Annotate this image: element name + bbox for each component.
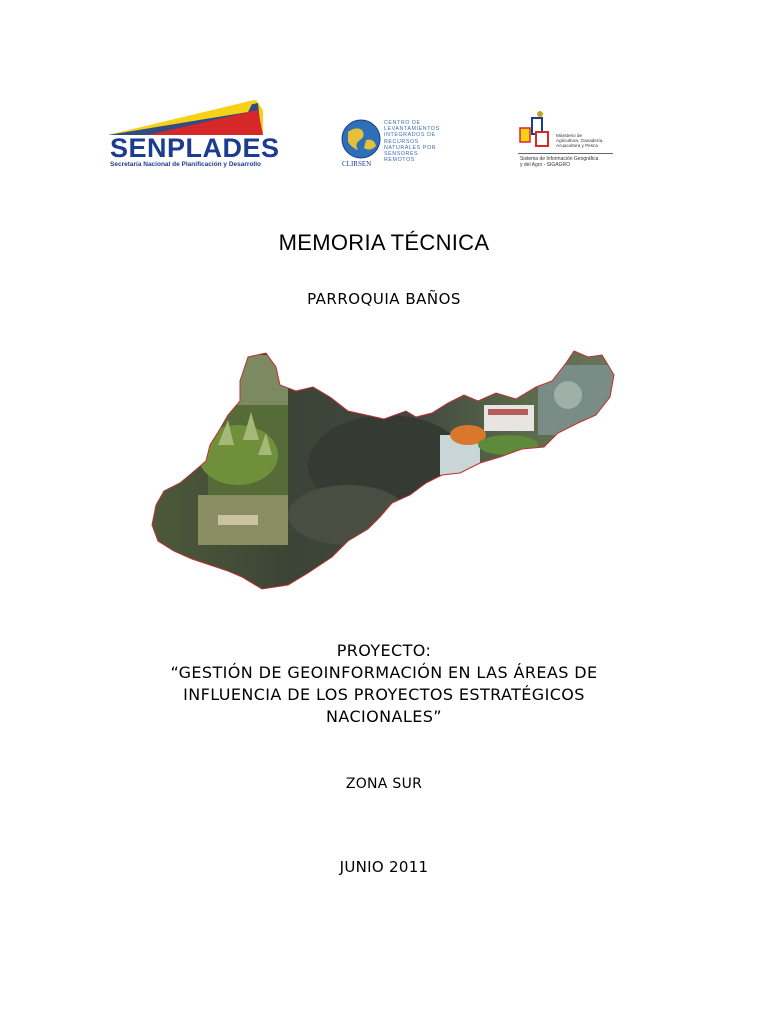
project-block [0, 640, 768, 728]
parish-subtitle: PARROQUIA BAÑOS [307, 290, 461, 308]
project-title-line: INFLUENCIA DE LOS PROYECTOS ESTRATÉGICOS [183, 685, 585, 704]
project-title-line: NACIONALES” [326, 707, 442, 726]
ministry-emblem-icon [518, 110, 556, 150]
globe-icon [340, 118, 382, 160]
senplades-wordmark: SENPLADES [110, 133, 280, 163]
page-title: MEMORIA TÉCNICA [278, 230, 490, 255]
clirsen-name: CLIRSEN [342, 160, 372, 168]
logo-divider [518, 153, 613, 154]
senplades-subtitle: Secretaría Nacional de Planificación y Desarrollo [110, 161, 262, 168]
logos-header [0, 100, 768, 180]
project-label: PROYECTO: [336, 641, 432, 660]
ministry-text: Ministerio de Agricultura, Ganadería, Acuacultura y Pesca [556, 133, 604, 149]
date-label: JUNIO 2011 [339, 858, 429, 876]
clirsen-text: CENTRO DE LEVANTAMIENTOS INTEGRADOS DE RECURSOS NATURALES POR SENSORES REMOTOS [384, 120, 440, 164]
clirsen-logo [340, 118, 440, 173]
parish-map-image [148, 345, 620, 590]
sigagro-text: Sistema de Información Geográfica y del Agro - SIGAGRO [520, 156, 599, 168]
magap-logo [518, 110, 618, 170]
senplades-logo [108, 100, 280, 170]
project-title-line: “GESTIÓN DE GEOINFORMACIÓN EN LAS ÁREAS DE [170, 663, 598, 682]
zone-label: ZONA SUR [345, 776, 423, 792]
